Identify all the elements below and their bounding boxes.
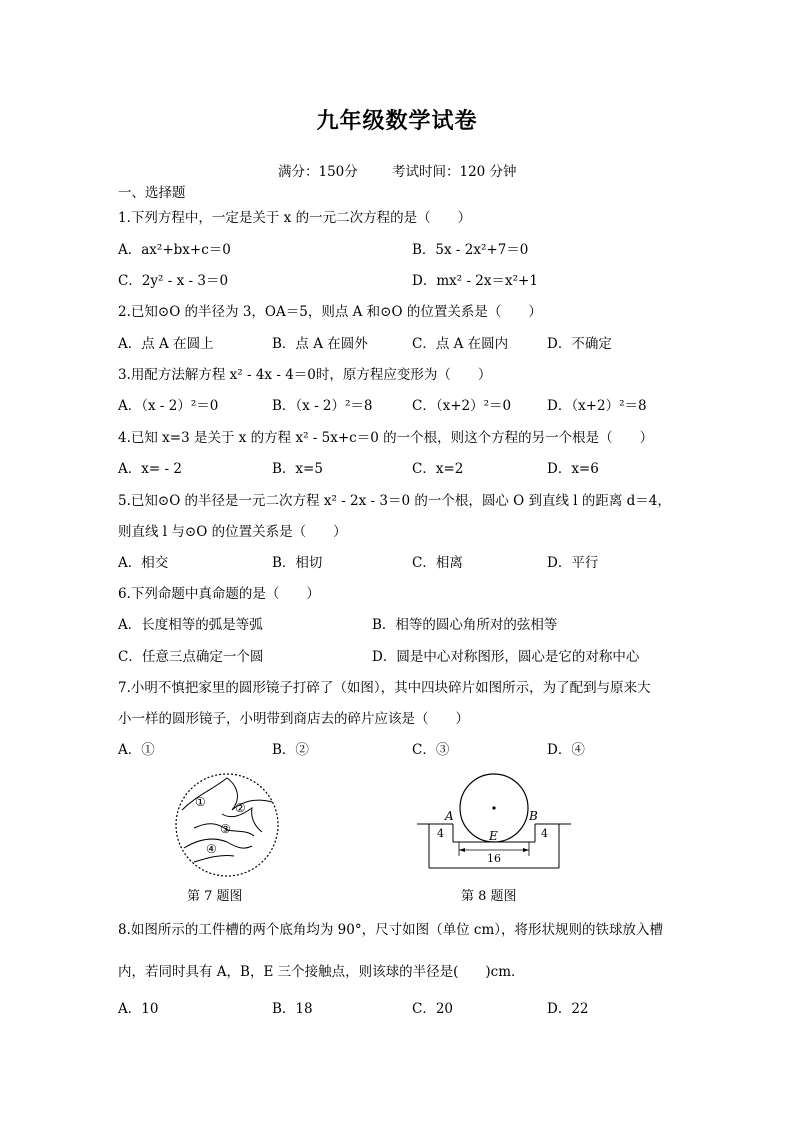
q1-option-d: D．mx² - 2x＝x²+1 bbox=[412, 273, 538, 289]
q8-option-d: D．22 bbox=[547, 1001, 589, 1017]
piece-label-2: ② bbox=[235, 801, 246, 815]
crack-line bbox=[194, 855, 234, 862]
label-A: A bbox=[445, 809, 454, 823]
question-4-stem: 4.已知 x=3 是关于 x 的方程 x² - 5x+c＝0 的一个根，则这个方程的另一个根是（ ） bbox=[118, 430, 654, 446]
q7-option-d: D．④ bbox=[547, 742, 585, 758]
label-E: E bbox=[489, 829, 498, 843]
figure-7-caption: 第 7 题图 bbox=[187, 889, 243, 904]
question-5-stem-cont: 则直线 l 与⊙O 的位置关系是（ ） bbox=[118, 524, 347, 540]
q1-option-c: C．2y² - x - 3＝0 bbox=[118, 273, 229, 289]
question-8-stem: 8.如图所示的工件槽的两个底角均为 90°，尺寸如图（单位 cm），将形状规则的铁球放入槽 bbox=[118, 922, 664, 938]
q6-option-c: C．任意三点确定一个圆 bbox=[118, 649, 264, 665]
question-5-stem: 5.已知⊙O 的半径是一元二次方程 x² - 2x - 3＝0 的一个根，圆心 O 到直线 l 的距离 d＝4， bbox=[118, 493, 671, 509]
q5-option-d: D．平行 bbox=[547, 555, 599, 571]
q3-option-c: C．（x+2）²＝0 bbox=[412, 398, 512, 414]
q7-option-b: B．② bbox=[272, 742, 309, 758]
q4-option-a: A．x= - 2 bbox=[118, 461, 182, 477]
q7-option-a: A．① bbox=[118, 742, 155, 758]
q3-option-b: B．（x - 2）²＝8 bbox=[272, 398, 373, 414]
label-left-depth: 4 bbox=[437, 827, 444, 840]
q6-option-a: A．长度相等的弧是等弧 bbox=[118, 617, 263, 633]
label-bottom-width: 16 bbox=[487, 852, 501, 865]
q8-option-a: A．10 bbox=[118, 1001, 159, 1017]
q5-option-b: B．相切 bbox=[272, 555, 323, 571]
ball-center bbox=[492, 806, 495, 809]
q2-option-b: B．点 A 在圆外 bbox=[272, 336, 368, 352]
piece-label-4: ④ bbox=[206, 842, 217, 856]
label-B: B bbox=[529, 809, 538, 823]
label-right-depth: 4 bbox=[541, 827, 548, 840]
q3-option-d: D．（x+2）²＝8 bbox=[547, 398, 647, 414]
q1-option-a: A．ax²+bx+c＝0 bbox=[118, 242, 231, 258]
q3-option-a: A．（x - 2）²＝0 bbox=[118, 398, 219, 414]
question-1-stem: 1.下列方程中，一定是关于 x 的一元二次方程的是（ ） bbox=[118, 210, 472, 226]
q7-option-c: C．③ bbox=[412, 742, 450, 758]
q6-option-b: B．相等的圆心角所对的弦相等 bbox=[372, 617, 558, 633]
question-2-stem: 2.已知⊙O 的半径为 3，OA＝5，则点 A 和⊙O 的位置关系是（ ） bbox=[118, 304, 542, 320]
q2-option-c: C．点 A 在圆内 bbox=[412, 336, 509, 352]
q4-option-c: C．x=2 bbox=[412, 461, 464, 477]
q5-option-a: A．相交 bbox=[118, 555, 169, 571]
question-3-stem: 3.用配方法解方程 x² - 4x - 4＝0时，原方程应变形为（ ） bbox=[118, 367, 492, 383]
q6-option-d: D．圆是中心对称图形，圆心是它的对称中心 bbox=[372, 649, 640, 665]
q2-option-d: D．不确定 bbox=[547, 336, 612, 352]
q4-option-d: D．x=6 bbox=[547, 461, 599, 477]
q4-option-b: B．x=5 bbox=[272, 461, 323, 477]
q8-option-c: C．20 bbox=[412, 1001, 454, 1017]
piece-label-1: ① bbox=[195, 795, 206, 809]
figure-7-broken-mirror bbox=[172, 770, 282, 880]
q8-option-b: B．18 bbox=[272, 1001, 313, 1017]
q5-option-c: C．相离 bbox=[412, 555, 463, 571]
full-marks: 满分：150分 bbox=[278, 164, 358, 180]
page-title: 九年级数学试卷 bbox=[316, 108, 478, 134]
piece-label-3: ③ bbox=[220, 822, 231, 836]
q1-option-b: B．5x - 2x²+7＝0 bbox=[412, 242, 529, 258]
question-6-stem: 6.下列命题中真命题的是（ ） bbox=[118, 586, 320, 602]
figure-8-caption: 第 8 题图 bbox=[461, 889, 517, 904]
section-heading: 一、选择题 bbox=[118, 185, 186, 201]
question-7-stem: 7.小明不慎把家里的圆形镜子打碎了（如图），其中四块碎片如图所示，为了配到与原来大 bbox=[118, 680, 651, 696]
q2-option-a: A．点 A 在圆上 bbox=[118, 336, 214, 352]
figure-8-workpiece-slot bbox=[415, 770, 575, 880]
question-7-stem-cont: 小一样的圆形镜子，小明带到商店去的碎片应该是（ ） bbox=[118, 711, 469, 727]
exam-time: 考试时间：120 分钟 bbox=[392, 164, 517, 180]
question-8-stem-cont: 内，若同时具有 A，B，E 三个接触点，则该球的半径是( )cm． bbox=[118, 964, 525, 980]
crack-line bbox=[184, 839, 252, 848]
